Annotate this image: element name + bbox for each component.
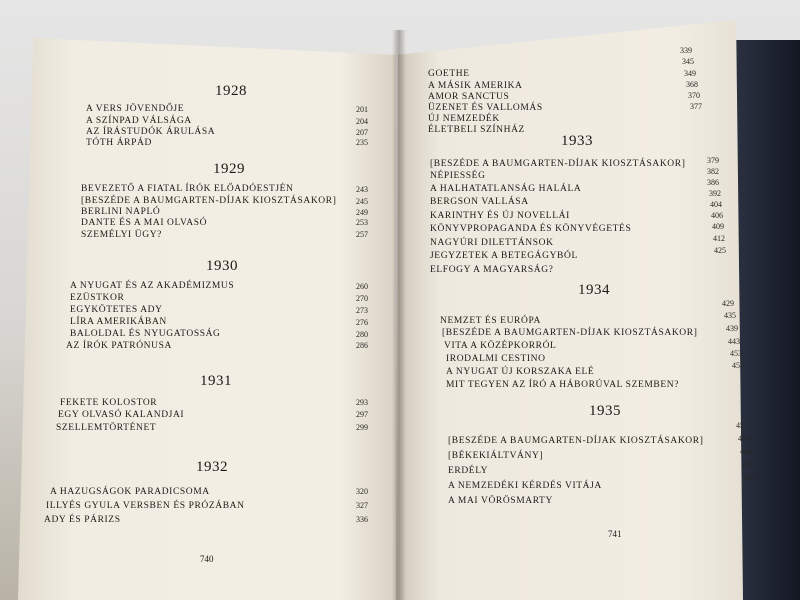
- toc-page: 260: [356, 282, 368, 291]
- toc-page: 368: [686, 80, 698, 89]
- toc-entry: MIT TEGYEN AZ ÍRÓ A HÁBORÚVAL SZEMBEN?: [446, 380, 680, 390]
- year-heading: 1934: [578, 282, 610, 298]
- toc-entry: FEKETE KOLOSTOR: [60, 398, 158, 408]
- toc-page: 349: [684, 69, 696, 78]
- toc-page: 253: [356, 218, 368, 227]
- toc-page: 443: [728, 337, 740, 346]
- toc-entry: NÉPIESSÉG: [430, 171, 486, 181]
- toc-entry: [BÉKEKIÁLTVÁNY]: [448, 451, 544, 461]
- toc-entry: GOETHE: [428, 69, 470, 79]
- toc-page: 435: [724, 311, 736, 320]
- toc-entry: [BESZÉDE A BAUMGARTEN-DÍJAK KIOSZTÁSAKOR]: [430, 159, 686, 169]
- toc-page: 409: [712, 222, 724, 231]
- toc-entry: [BESZÉDE A BAUMGARTEN-DÍJAK KIOSZTÁSAKOR]: [442, 328, 698, 338]
- toc-entry: AMOR SANCTUS: [428, 92, 510, 102]
- year-heading: 1933: [561, 133, 593, 149]
- toc-page: 297: [356, 410, 368, 419]
- toc-entry: DANTE ÉS A MAI OLVASÓ: [81, 218, 208, 228]
- toc-entry: BERLINI NAPLÓ: [81, 207, 161, 217]
- toc-entry: KÖNYVPROPAGANDA ÉS KÖNYVÉGETÉS: [430, 224, 632, 234]
- toc-entry: IRODALMI CESTINO: [446, 354, 546, 364]
- toc-entry: KARINTHY ÉS ÚJ NOVELLÁI: [430, 211, 570, 221]
- toc-entry: EZÜSTKOR: [70, 293, 125, 303]
- toc-page: 412: [713, 234, 725, 243]
- toc-page: 386: [707, 178, 719, 187]
- toc-entry: ADY ÉS PÁRIZS: [44, 515, 121, 525]
- toc-page: 327: [356, 501, 368, 510]
- year-heading: 1932: [196, 459, 228, 475]
- toc-page: 257: [356, 230, 368, 239]
- toc-page: 370: [688, 91, 700, 100]
- toc-entry: ÜZENET ÉS VALLOMÁS: [428, 103, 543, 113]
- toc-page: 470: [742, 460, 754, 469]
- toc-page: 382: [707, 167, 719, 176]
- toc-page: 273: [356, 306, 368, 315]
- toc-page: 201: [356, 105, 368, 114]
- toc-page: 286: [356, 341, 368, 350]
- toc-entry: ELFOGY A MAGYARSÁG?: [430, 265, 554, 275]
- toc-entry: AZ ÍRÁSTUDÓK ÁRULÁSA: [86, 127, 216, 137]
- toc-entry: A MAI VÖRÖSMARTY: [448, 496, 553, 506]
- toc-page: 339: [680, 46, 692, 55]
- toc-entry: NAGYÚRI DILETTÁNSOK: [430, 238, 554, 248]
- toc-entry: [BESZÉDE A BAUMGARTEN-DÍJAK KIOSZTÁSAKOR]: [448, 436, 704, 446]
- toc-page: 245: [356, 197, 368, 206]
- toc-entry: BEVEZETŐ A FIATAL ÍRÓK ELŐADÓESTJÉN: [81, 184, 294, 194]
- year-heading: 1928: [215, 83, 247, 99]
- toc-page: 457: [736, 421, 748, 430]
- toc-entry: A NYUGAT ÚJ KORSZAKA ELÉ: [446, 367, 595, 377]
- toc-page: 406: [711, 211, 723, 220]
- toc-page: 293: [356, 398, 368, 407]
- toc-page: 276: [356, 318, 368, 327]
- toc-entry: A VERS JÖVENDŐJE: [86, 104, 185, 114]
- toc-entry: EGY OLVASÓ KALANDJAI: [58, 410, 185, 420]
- page-number: 740: [200, 554, 214, 564]
- toc-entry: JEGYZETEK A BETEGÁGYBÓL: [430, 251, 578, 261]
- toc-page: 207: [356, 128, 368, 137]
- toc-entry: SZELLEMTÖRTÉNET: [56, 423, 157, 433]
- year-heading: 1930: [206, 258, 238, 274]
- toc-entry: ÉLETBELI SZÍNHÁZ: [428, 125, 525, 135]
- toc-entry: SZEMÉLYI ÜGY?: [81, 230, 162, 240]
- book-gutter: [392, 30, 406, 600]
- page-number: 741: [608, 529, 622, 539]
- toc-page: 379: [707, 156, 719, 165]
- toc-page: 460: [738, 434, 750, 443]
- toc-page: 439: [726, 324, 738, 333]
- toc-entry: BERGSON VALLÁSA: [430, 197, 529, 207]
- toc-page: 320: [356, 487, 368, 496]
- toc-entry: A NYUGAT ÉS AZ AKADÉMIZMUS: [70, 281, 235, 291]
- toc-entry: A NEMZEDÉKI KÉRDÉS VITÁJA: [448, 481, 602, 491]
- toc-entry: LÍRA AMERIKÁBAN: [70, 317, 167, 327]
- toc-entry: A HAZUGSÁGOK PARADICSOMA: [50, 487, 210, 497]
- toc-page: 280: [356, 330, 368, 339]
- toc-page: 243: [356, 185, 368, 194]
- toc-entry: A HALHATATLANSÁG HALÁLA: [430, 184, 582, 194]
- toc-page: 455: [732, 361, 744, 370]
- toc-page: 336: [356, 515, 368, 524]
- toc-page: 404: [710, 200, 722, 209]
- toc-page: 429: [722, 299, 734, 308]
- toc-page: 453: [730, 349, 742, 358]
- toc-page: 425: [714, 246, 726, 255]
- toc-page: 204: [356, 117, 368, 126]
- toc-entry: ILLYÉS GYULA VERSBEN ÉS PRÓZÁBAN: [46, 501, 245, 511]
- toc-entry: EGYKÖTETES ADY: [70, 305, 163, 315]
- toc-entry: ERDÉLY: [448, 466, 489, 476]
- year-heading: 1935: [589, 403, 621, 419]
- toc-page: 345: [682, 57, 694, 66]
- toc-page: 270: [356, 294, 368, 303]
- year-heading: 1929: [213, 161, 245, 177]
- toc-page: 464: [740, 447, 752, 456]
- toc-entry: A MÁSIK AMERIKA: [428, 81, 523, 91]
- toc-entry: A SZÍNPAD VÁLSÁGA: [86, 116, 192, 126]
- toc-page: 299: [356, 423, 368, 432]
- year-heading: 1931: [200, 373, 232, 389]
- toc-entry: VITA A KÖZÉPKORRÓL: [444, 341, 557, 351]
- toc-entry: AZ ÍRÓK PATRÓNUSA: [66, 341, 172, 351]
- toc-page: 482: [744, 473, 756, 482]
- toc-entry: NEMZET ÉS EURÓPA: [440, 316, 541, 326]
- toc-page: 377: [690, 102, 702, 111]
- toc-page: 235: [356, 138, 368, 147]
- book-cover: [735, 40, 800, 600]
- toc-page: 249: [356, 208, 368, 217]
- toc-entry: BALOLDAL ÉS NYUGATOSSÁG: [70, 329, 221, 339]
- toc-entry: [BESZÉDE A BAUMGARTEN-DÍJAK KIOSZTÁSAKOR]: [81, 196, 337, 206]
- toc-entry: TÓTH ÁRPÁD: [86, 138, 152, 148]
- toc-entry: ÚJ NEMZEDÉK: [428, 114, 500, 124]
- toc-page: 392: [709, 189, 721, 198]
